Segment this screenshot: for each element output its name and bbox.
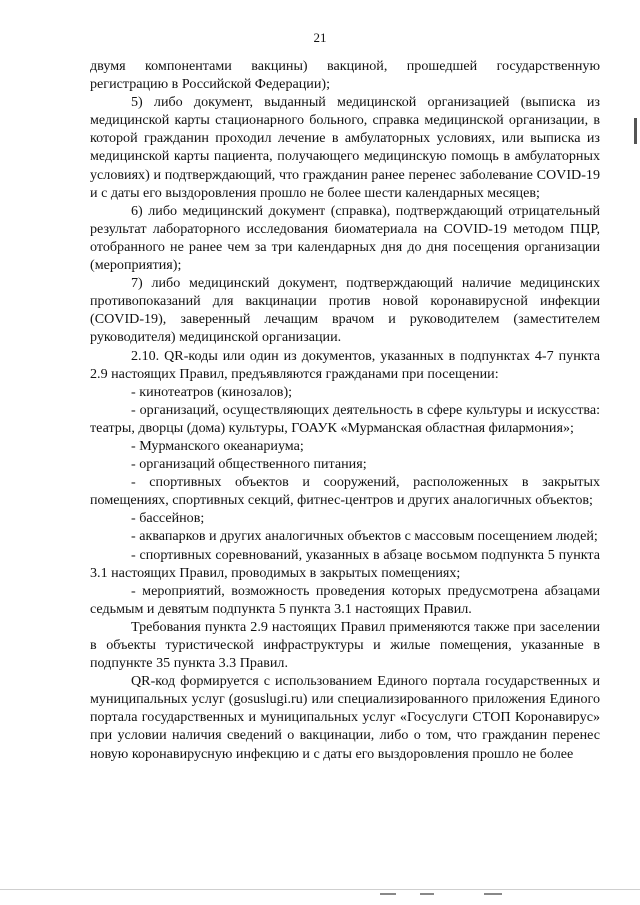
document-body	[90, 57, 600, 763]
paragraph: QR-код формируется с использованием Единого портала государственных и муниципальных услуг (gosuslugi.ru) или специализированного приложения Единого портала государственных и муниципальных услуг «Госуслуги СТОП Коронавирус» при условии наличия сведений о вакцинации, либо о том, что гражданин перенес новую коронавирусную инфекцию и с даты его выздоровления прошло не более	[90, 673, 600, 762]
list-item: - Мурманского океанариума;	[131, 437, 304, 454]
scan-bottom-edge	[0, 889, 640, 890]
scan-mark	[484, 893, 502, 895]
paragraph: 5) либо документ, выданный медицинской организацией (выписка из медицинской карты стационарного больного, справка медицинской организации, в которой гражданин проходил лечение в амбулаторных условиях, или выписка из медицинской карты пациента, получающего медицинскую помощь в амбулаторных условиях) и подтверждающий, что гражданин ранее перенес заболевание COVID-19 и с даты его выздоровления прошло не более шести календарных месяцев;	[90, 94, 600, 201]
list-item: - спортивных объектов и сооружений, расположенных в закрытых помещениях, спортивных секций, фитнес-центров и других аналогичных объектов;	[90, 474, 600, 509]
list-item: - организаций, осуществляющих деятельность в сфере культуры и искусства: театры, дворцы (дома) культуры, ГОАУК «Мурманская областная филармония»;	[90, 401, 600, 436]
scan-margin-mark	[634, 118, 637, 144]
scan-bottom-marks	[380, 893, 510, 897]
paragraph: 6) либо медицинский документ (справка), подтверждающий отрицательный результат лабораторного исследования биоматериала на COVID-19 методом ПЦР, отобранного не ранее чем за три календарных дня до дня посещения организации (мероприятия);	[90, 202, 600, 274]
scan-mark	[420, 893, 434, 895]
paragraph: Требования пункта 2.9 настоящих Правил применяются также при заселении в объекты туристической инфраструктуры и жилые помещения, указанные в подпункте 35 пункта 3.3 Правил.	[90, 618, 600, 672]
paragraph: двумя компонентами вакцины) вакциной, прошедшей государственную регистрацию в Российской Федерации);	[90, 58, 600, 93]
list-item: - аквапарков и других аналогичных объектов с массовым посещением людей;	[131, 528, 598, 545]
page-number: 21	[313, 30, 327, 45]
list-item: - кинотеатров (кинозалов);	[131, 383, 293, 400]
paragraph: 2.10. QR-коды или один из документов, указанных в подпунктах 4-7 пункта 2.9 настоящих Правил, предъявляются гражданами при посещении:	[90, 347, 600, 382]
list-item: - мероприятий, возможность проведения которых предусмотрена абзацами седьмым и девятым подпункта 5 пункта 3.1 настоящих Правил.	[90, 582, 600, 617]
paragraph: 7) либо медицинский документ, подтверждающий наличие медицинских противопоказаний для вакцинации против новой коронавирусной инфекции (COVID-19), заверенный лечащим врачом и руководителем (заместителем руководителя) медицинской организации.	[90, 275, 600, 346]
list-item: - спортивных соревнований, указанных в абзаце восьмом подпункта 5 пункта 3.1 настоящих Правил, проводимых в закрытых помещениях;	[90, 546, 600, 581]
scan-mark	[380, 893, 396, 895]
list-item: - бассейнов;	[131, 510, 205, 527]
list-item: - организаций общественного питания;	[131, 456, 367, 473]
